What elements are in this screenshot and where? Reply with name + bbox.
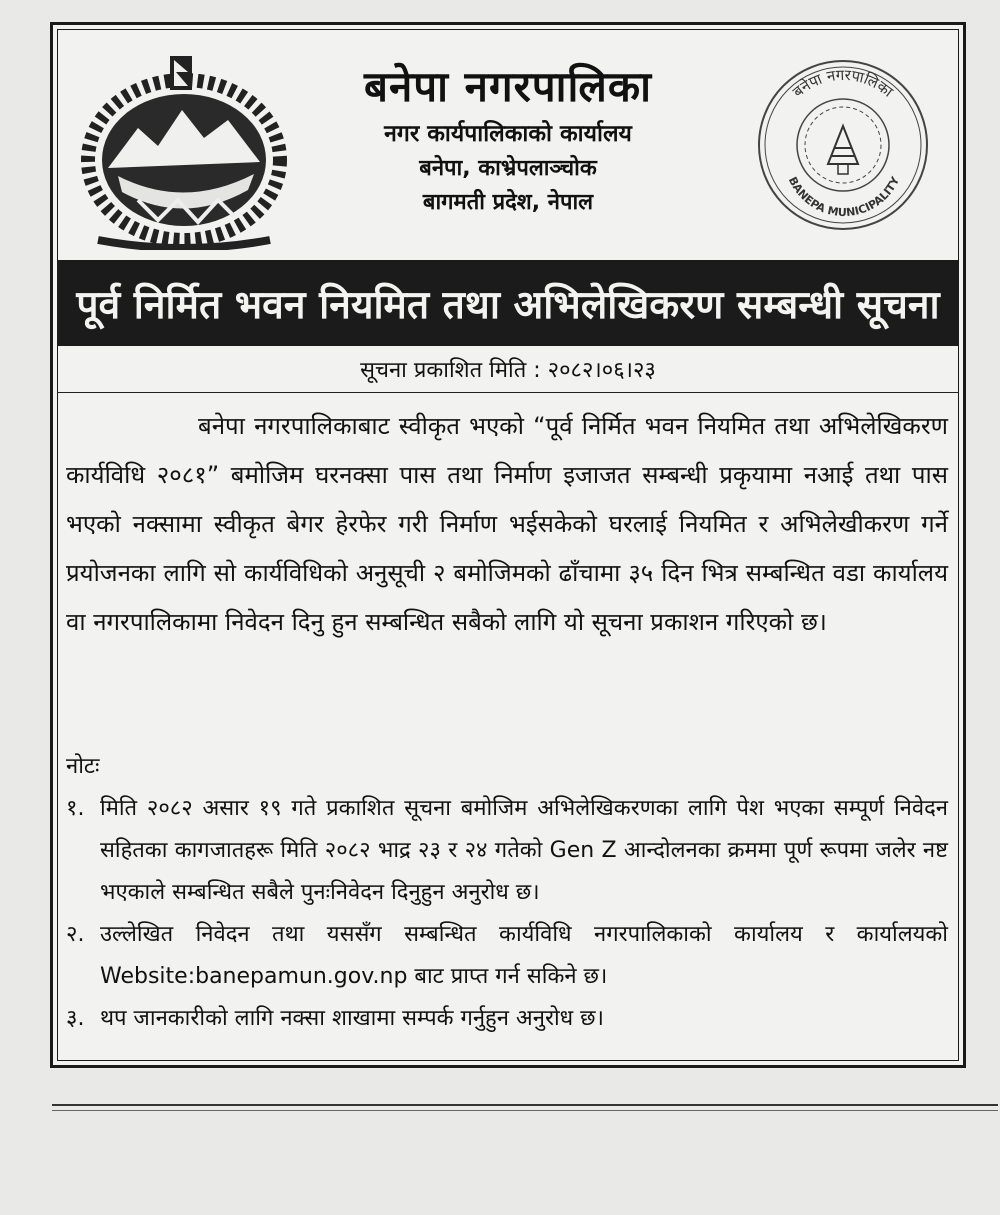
note-text: मिति २०८२ असार १९ गते प्रकाशित सूचना बमोजिम अभिलेखिकरणका लागि पेश भएका सम्पूर्ण निवेदन सहितका कागजातहरू मिति २०८२ भाद्र २३ र २४ गतेको Gen Z आन्दोलनका क्रममा पूर्ण रूपमा जलेर नष्ट भएकाले सम्बन्धित सबैले पुनःनिवेदन दिनुहुन अनुरोध छ। — [100, 796, 948, 905]
notice-inner-frame — [57, 29, 959, 1061]
date-divider — [57, 392, 959, 393]
note-item — [66, 998, 948, 1040]
notes-heading: नोटः — [66, 754, 100, 779]
seal-text-devanagari: बनेपा नगरपालिका — [789, 65, 897, 101]
nepal-emblem-icon — [78, 50, 290, 250]
notes-section — [66, 746, 948, 1040]
page-divider — [52, 1104, 998, 1106]
page-divider-thin — [52, 1110, 998, 1111]
published-date: सूचना प्रकाशित मिति : २०८२।०६।२३ — [360, 358, 656, 383]
note-item — [66, 788, 948, 914]
address-line-1: बनेपा, काभ्रेपलाञ्चोक — [419, 156, 597, 181]
office-name: नगर कार्यपालिकाको कार्यालय — [384, 121, 632, 147]
note-number: १. — [66, 796, 85, 821]
note-text: थप जानकारीको लागि नक्सा शाखामा सम्पर्क गर्नुहुन अनुरोध छ। — [100, 1006, 604, 1031]
note-text: उल्लेखित निवेदन तथा यससँग सम्बन्धित कार्यविधि नगरपालिकाको कार्यालय र कार्यालयको Website:banepamun.gov.np बाट प्राप्त गर्न सकिने छ। — [100, 922, 948, 989]
address-line-2: बागमती प्रदेश, नेपाल — [422, 190, 594, 215]
municipality-seal-icon — [754, 56, 932, 234]
note-number: ३. — [66, 1006, 85, 1031]
notice-body: बनेपा नगरपालिकाबाट स्वीकृत भएको “पूर्व निर्मित भवन नियमित तथा अभिलेखिकरण कार्यविधि २०८१” बमोजिम घरनक्सा पास तथा निर्माण इजाजत सम्बन्धी प्रकृयामा नआई तथा पास भएको नक्सामा स्वीकृत बेगर हेरफेर गरी निर्माण भईसकेको घरलाई नियमित र अभिलेखीकरण गर्ने प्रयोजनका लागि सो कार्यविधिको अनुसूची २ बमोजिमको ढाँचामा ३५ दिन भित्र सम्बन्धित वडा कार्यालय वा नगरपालिकामा निवेदन दिनु हुन सम्बन्धित सबैको लागि यो सूचना प्रकाशन गरिएको छ। — [66, 412, 948, 636]
note-item — [66, 914, 948, 998]
notice-frame — [50, 22, 966, 1068]
notice-title: पूर्व निर्मित भवन नियमित तथा अभिलेखिकरण सम्बन्धी सूचना — [57, 260, 959, 346]
note-number: २. — [66, 922, 85, 947]
header-block — [298, 58, 718, 220]
organization-name: बनेपा नगरपालिका — [363, 62, 652, 111]
seal-text-latin: BANEPA MUNICIPALITY — [785, 174, 903, 220]
